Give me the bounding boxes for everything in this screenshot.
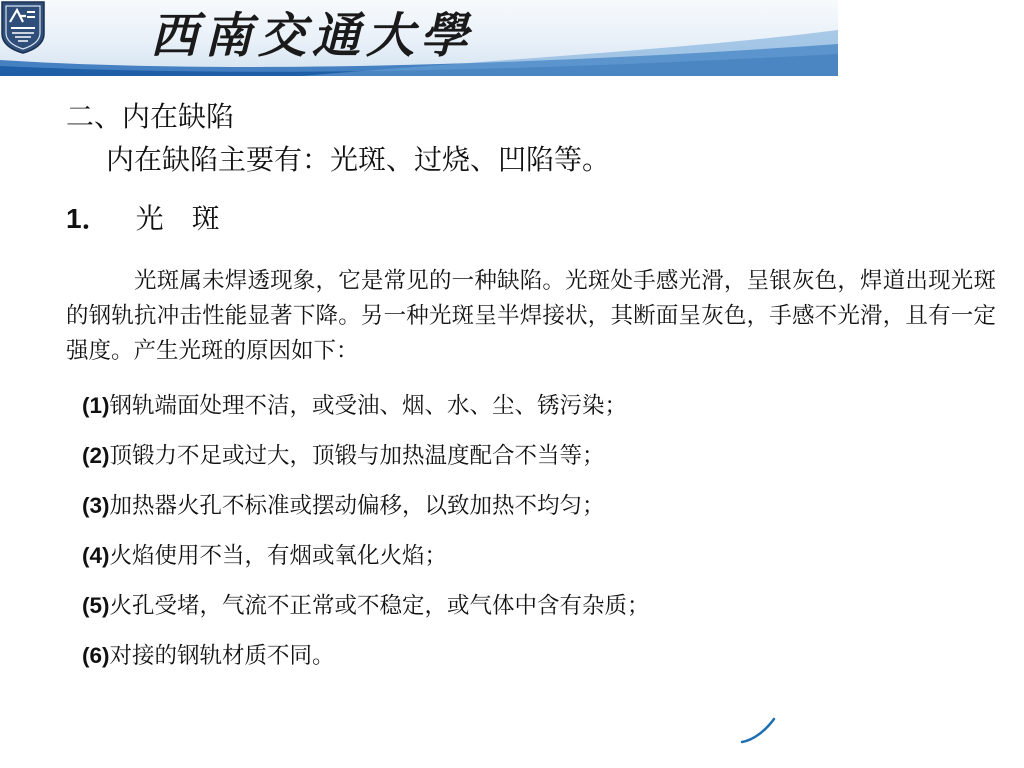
list-item-text: 火孔受堵，气流不正常或不稳定，或气体中含有杂质； xyxy=(109,593,650,619)
list-item-mark: (4) xyxy=(82,543,110,568)
list-item-mark: (1) xyxy=(82,393,110,418)
list-item xyxy=(82,388,650,438)
list-item-mark: (5) xyxy=(82,593,110,618)
section-heading: 二、内在缺陷 xyxy=(66,100,235,133)
decorative-stroke-icon xyxy=(738,716,778,746)
list-item xyxy=(82,638,650,688)
list-item xyxy=(82,538,650,588)
section-intro: 内在缺陷主要有：光斑、过烧、凹陷等。 xyxy=(106,143,611,176)
description-paragraph: 光斑属未焊透现象，它是常见的一种缺陷。光斑处手感光滑，呈银灰色，焊道出现光斑的钢轨抗冲击性能显著下降。另一种光斑呈半焊接状，其断面呈灰色，手感不光滑，且有一定强度。产生光斑的原因如下： xyxy=(66,268,996,364)
university-banner xyxy=(0,0,838,76)
university-seal-icon xyxy=(0,0,46,54)
list-item-text: 加热器火孔不标准或摆动偏移，以致加热不均匀； xyxy=(109,493,605,519)
list-item-text: 火焰使用不当，有烟或氧化火焰； xyxy=(109,543,448,569)
list-item-mark: (3) xyxy=(82,493,110,518)
subsection-number: 1． xyxy=(66,203,110,234)
list-item-text: 对接的钢轨材质不同。 xyxy=(109,643,335,669)
list-item-mark: (2) xyxy=(82,443,110,468)
causes-list xyxy=(82,388,650,688)
university-name: 西南交通大學 xyxy=(150,8,475,64)
subsection-title: 光 斑 xyxy=(135,202,220,235)
subsection-heading xyxy=(66,200,220,238)
list-item-text: 钢轨端面处理不洁，或受油、烟、水、尘、锈污染； xyxy=(109,393,628,419)
list-item xyxy=(82,488,650,538)
list-item xyxy=(82,438,650,488)
list-item-text: 顶锻力不足或过大，顶锻与加热温度配合不当等； xyxy=(109,443,605,469)
list-item xyxy=(82,588,650,638)
list-item-mark: (6) xyxy=(82,643,110,668)
